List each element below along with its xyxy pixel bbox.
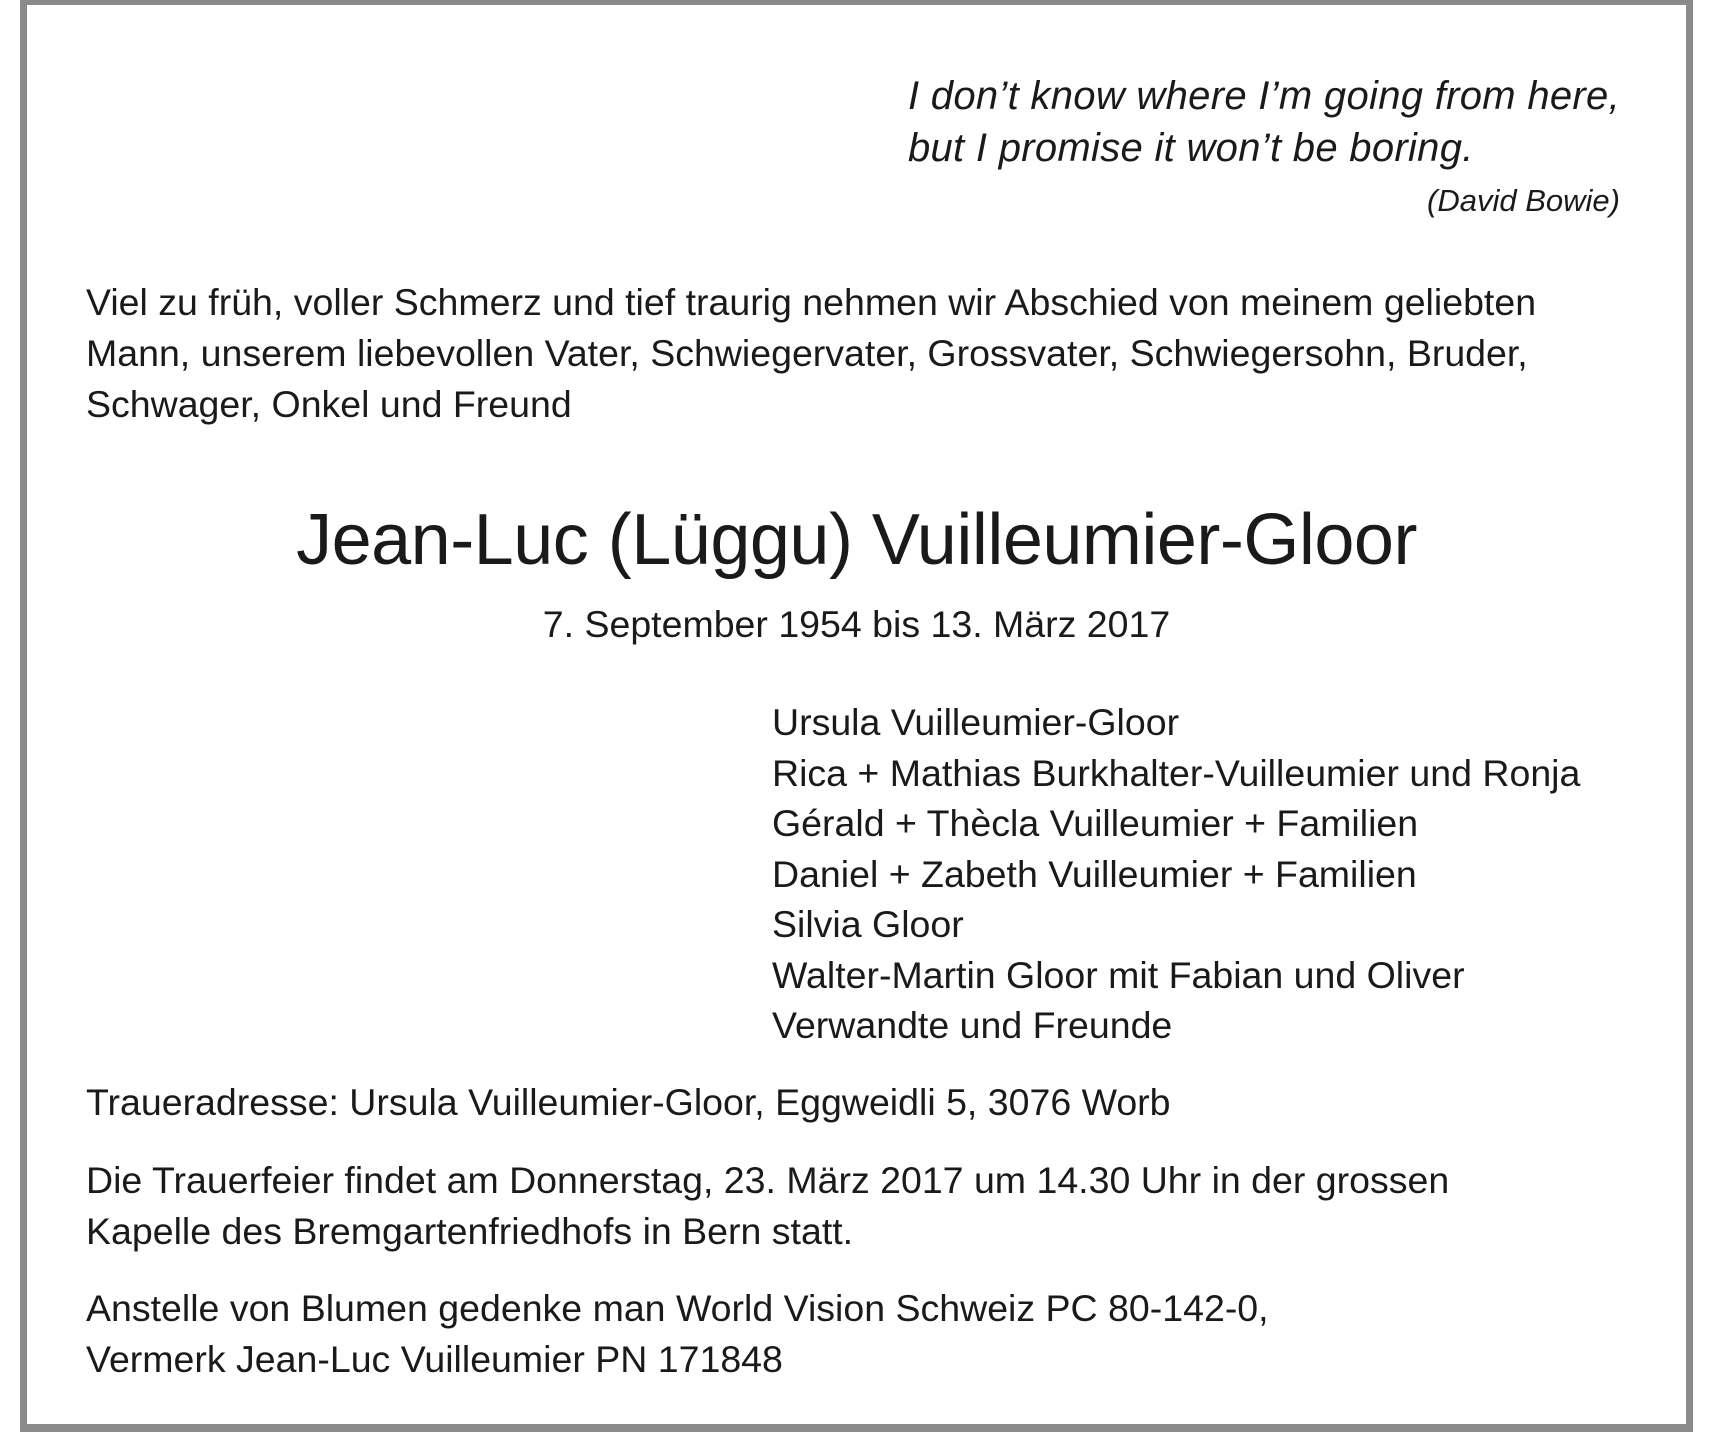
intro-line: Viel zu früh, voller Schmerz und tief traurig nehmen wir Abschied von meinem geliebten <box>86 281 1537 323</box>
intro-line: Schwager, Onkel und Freund <box>86 383 572 425</box>
mourners-list <box>772 697 1580 1051</box>
deceased-name: Jean-Luc (Lüggu) Vuilleumier-Gloor <box>296 500 1417 580</box>
quote-attribution: (David Bowie) <box>1427 183 1620 218</box>
donation-line: Anstelle von Blumen gedenke man World Vision Schweiz PC 80-142-0, <box>86 1287 1269 1329</box>
life-dates: 7. September 1954 bis 13. März 2017 <box>542 603 1171 645</box>
funeral-service-info <box>86 1155 1449 1256</box>
epigraph-quote <box>908 70 1620 174</box>
service-line: Kapelle des Bremgartenfriedhofs in Bern statt. <box>86 1209 854 1252</box>
quote-line: but I promise it won’t be boring. <box>907 126 1474 170</box>
mourner-entry: Ursula Vuilleumier-Gloor <box>772 701 1180 743</box>
mourning-address <box>86 1077 1171 1128</box>
intro-line: Mann, unserem liebevollen Vater, Schwiegervater, Grossvater, Schwiegersohn, Bruder, <box>86 332 1528 374</box>
donation-note <box>86 1283 1269 1384</box>
mourner-entry: Daniel + Zabeth Vuilleumier + Familien <box>772 852 1417 895</box>
mourner-entry: Silvia Gloor <box>772 903 964 945</box>
service-line: Die Trauerfeier findet am Donnerstag, 23. März 2017 um 14.30 Uhr in der grossen <box>86 1159 1450 1201</box>
mourner-entry: Gérald + Thècla Vuilleumier + Familien <box>772 802 1419 844</box>
quote-line: I don’t know where I’m going from here, <box>907 74 1620 118</box>
mourner-entry: Rica + Mathias Burkhalter-Vuilleumier und Ronja <box>772 751 1581 794</box>
mourner-entry: Verwandte und Freunde <box>772 1004 1173 1046</box>
address-line: Traueradresse: Ursula Vuilleumier-Gloor, Eggweidli 5, 3076 Worb <box>86 1081 1171 1123</box>
mourner-entry: Walter-Martin Gloor mit Fabian und Oliver <box>772 953 1465 996</box>
intro-paragraph <box>86 277 1646 430</box>
donation-line: Vermerk Jean-Luc Vuilleumier PN 171848 <box>86 1337 783 1380</box>
